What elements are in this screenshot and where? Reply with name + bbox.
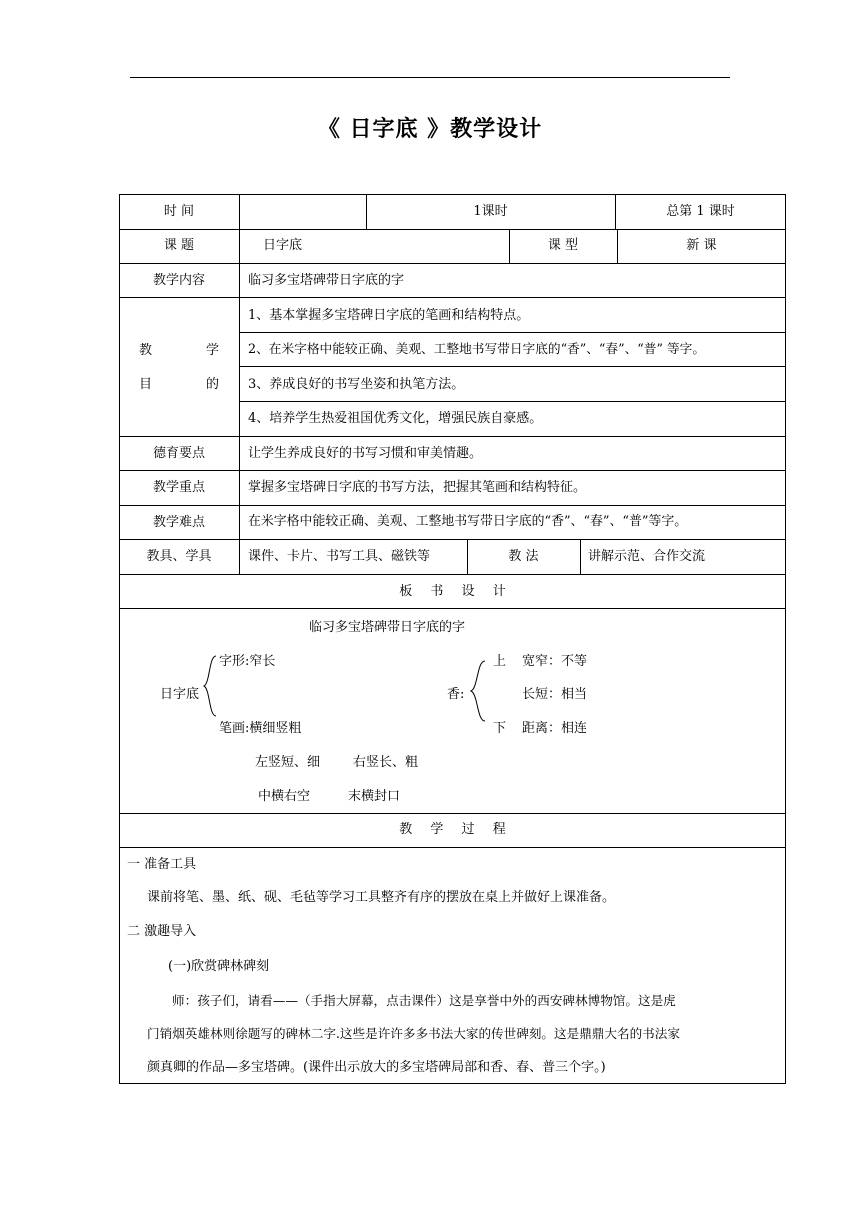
row-divider <box>239 332 786 333</box>
difficulty-value: 在米字格中能较正确、美观、工整地书写带日字底的“香”、“春”、“普”等字。 <box>248 514 688 529</box>
column-divider <box>580 539 581 574</box>
topic-value: 日字底 <box>263 238 303 253</box>
board-stroke-detail: 右竖长、粗 <box>353 755 419 770</box>
board-shape: 字形:窄长 <box>219 654 276 669</box>
row-divider <box>119 297 786 298</box>
class-hours: 1课时 <box>473 204 508 219</box>
row-divider <box>119 847 786 848</box>
board-root: 日字底 <box>160 687 200 702</box>
board-relation: 长短：相当 <box>522 687 588 702</box>
board-upper: 上 <box>493 654 507 669</box>
moral-label: 德育要点 <box>152 446 205 461</box>
method-value: 讲解示范、合作交流 <box>588 549 706 564</box>
goals-label-char: 的 <box>206 377 220 392</box>
moral-value: 让学生养成良好的书写习惯和审美情趣。 <box>248 446 483 461</box>
row-divider <box>119 436 786 437</box>
difficulty-label: 教学难点 <box>152 515 205 530</box>
subsection-heading: (一)欣赏碑林碑刻 <box>168 959 270 974</box>
topic-label: 课 题 <box>163 238 195 253</box>
row-divider <box>239 401 786 402</box>
row-divider <box>119 574 786 575</box>
time-label: 时 间 <box>163 204 195 219</box>
board-design-header: 板 书 设 计 <box>399 584 506 599</box>
key-point-value: 掌握多宝塔碑日字底的书写方法，把握其笔画和结构特征。 <box>248 480 587 495</box>
column-divider <box>239 194 240 574</box>
goals-label-char: 学 <box>206 343 220 358</box>
row-divider <box>119 470 786 471</box>
row-divider <box>239 366 786 367</box>
board-xiang: 香: <box>447 687 465 702</box>
board-relation: 距离：相连 <box>522 721 588 736</box>
lesson-plan-table <box>119 194 786 1084</box>
method-label: 教 法 <box>508 549 539 564</box>
board-stroke-detail: 中横右空 <box>258 789 311 804</box>
board-lower: 下 <box>493 721 507 736</box>
content-label: 教学内容 <box>152 273 205 288</box>
goal-item: 4、培养学生热爱祖国优秀文化，增强民族自豪感。 <box>248 411 543 426</box>
goals-label-char: 教 <box>139 343 153 358</box>
tools-value: 课件、卡片、书写工具、磁铁等 <box>248 549 431 564</box>
paragraph-line: 颜真卿的作品—多宝塔碑。(课件出示放大的多宝塔碑局部和香、春、普三个字。) <box>147 1060 606 1075</box>
goal-item: 3、养成良好的书写坐姿和执笔方法。 <box>248 377 465 392</box>
tools-label: 教具、学具 <box>146 549 212 564</box>
board-heading: 临习多宝塔碑带日字底的字 <box>309 620 466 635</box>
section-heading: 二 激趣导入 <box>127 924 197 939</box>
goal-item: 1、基本掌握多宝塔碑日字底的笔画和结构特点。 <box>248 308 530 323</box>
document-title: 《 日字底 》教学设计 <box>317 117 543 142</box>
row-divider <box>119 813 786 814</box>
left-brace-icon <box>470 660 486 722</box>
lesson-type-value: 新 课 <box>686 238 717 253</box>
left-brace-icon <box>203 655 217 717</box>
row-divider <box>119 608 786 609</box>
board-stroke-detail: 末横封口 <box>348 789 401 804</box>
board-stroke-detail: 左竖短、细 <box>255 755 321 770</box>
section-text: 课前将笔、墨、纸、砚、毛毡等学习工具整齐有序的摆放在桌上并做好上课准备。 <box>147 890 616 905</box>
board-strokes: 笔画:横细竖粗 <box>219 721 302 736</box>
row-divider <box>119 505 786 506</box>
board-relation: 宽窄：不等 <box>522 654 588 669</box>
row-divider <box>119 263 786 264</box>
total-hours: 总第 1 课时 <box>666 204 735 219</box>
row-divider <box>119 229 786 230</box>
section-heading: 一 准备工具 <box>127 857 197 872</box>
paragraph-line: 师：孩子们，请看——（手指大屏幕，点击课件）这是享誉中外的西安碑林博物馆。这是虎 <box>172 993 676 1008</box>
content-value: 临习多宝塔碑带日字底的字 <box>248 273 405 288</box>
key-point-label: 教学重点 <box>152 480 205 495</box>
goal-item: 2、在米字格中能较正确、美观、工整地书写带日字底的“香”、“春”、“普” 等字。 <box>248 341 706 356</box>
goals-label-char: 目 <box>139 377 153 392</box>
lesson-type-label: 课 型 <box>547 238 579 253</box>
header-rule <box>130 77 730 78</box>
teaching-process-header: 教 学 过 程 <box>399 822 506 837</box>
row-divider <box>119 539 786 540</box>
paragraph-line: 门销烟英雄林则徐题写的碑林二字.这些是许许多多书法大家的传世碑刻。这是鼎鼎大名的书法家 <box>147 1026 680 1041</box>
